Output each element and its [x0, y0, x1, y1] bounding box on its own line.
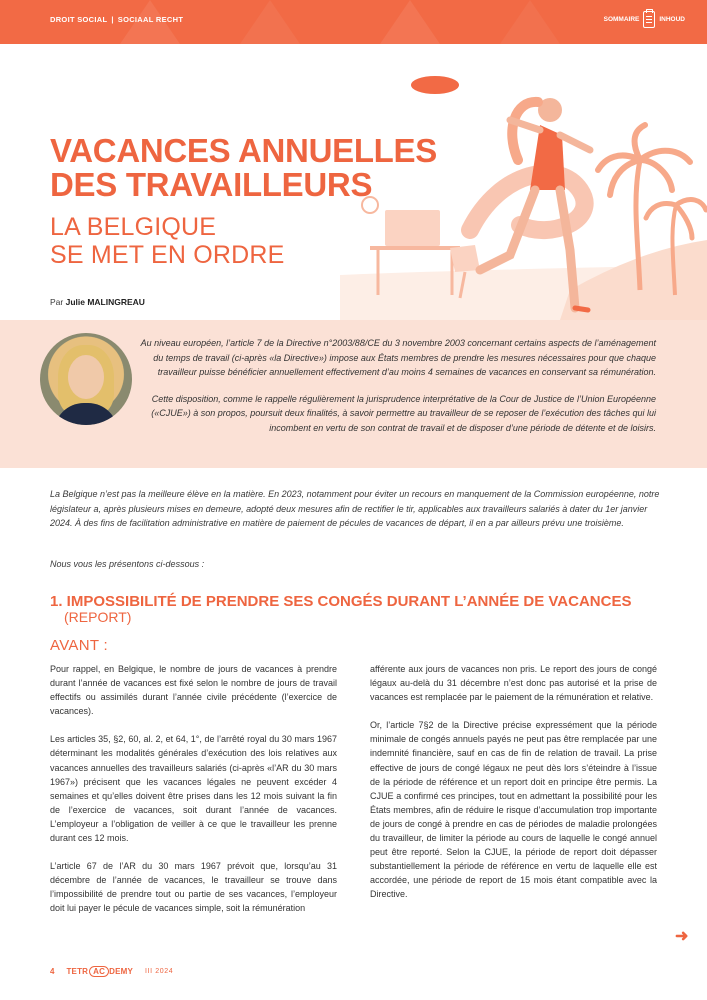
- body-paragraph: afférente aux jours de vacances non pris. Le report des jours de congé légaux au-delà du 31 décembre n’est donc pas autorisé et la prise de vacances est remplacée par le paiement de la rémunération et relative.: [370, 664, 657, 703]
- intro-paragraph: Au niveau européen, l’article 7 de la Directive n°2003/88/CE du 3 novembre 2003 concernant certains aspects de l’aménagement du temps de travail (ci-après «la Directive») impose aux États membres de prendre les mesures nécessaires pour que chaque travailleur puisse bénéficier annuellement effectivement d’au moins 4 semaines de vacances en conservant sa rémunération.: [140, 338, 656, 378]
- article-subtitle: [50, 213, 390, 269]
- issue-label: III 2024: [145, 968, 174, 975]
- section-label-fr: DROIT SOCIAL: [50, 15, 108, 24]
- section-label: [50, 15, 183, 24]
- header-bar: [0, 0, 707, 44]
- body-column-right: [370, 662, 657, 902]
- lead-paragraph: Nous vous les présentons ci-dessous :: [50, 559, 205, 569]
- toc-label-nl: INHOUD: [659, 16, 685, 23]
- body-paragraph: Pour rappel, en Belgique, le nombre de jours de vacances à prendre durant l’année de vacances est fixé selon le nombre de jours de travail effectifs ou assimilés durant l’année civile précédente (l’exercice de vacances).: [50, 664, 337, 717]
- section-heading: 1. IMPOSSIBILITÉ DE PRENDRE SES CONGÉS DURANT L’ANNÉE DE VACANCES: [50, 593, 632, 610]
- body-column-left: [50, 662, 337, 916]
- avatar-face: [68, 355, 104, 399]
- header-pattern: [240, 0, 300, 44]
- section-subheading: AVANT :: [50, 637, 108, 654]
- footer: [50, 966, 173, 977]
- article-title: [50, 134, 450, 202]
- byline-prefix: Par: [50, 297, 64, 307]
- brand-part: DEMY: [109, 967, 134, 976]
- body-paragraph: L’article 67 de l’AR du 30 mars 1967 prévoit que, lorsqu’au 31 décembre de l’année de vacances, le travailleur se trouve dans l’impossibilité de prendre tout ou partie de ses vacances, l’employeur doit lui payer le pécule de vacances simple, soit la rémunération: [50, 861, 337, 914]
- brand-part: TETR: [66, 967, 89, 976]
- author-avatar: [40, 333, 132, 425]
- title-line-1: VACANCES ANNUELLES: [50, 132, 437, 169]
- header-pattern: [380, 0, 440, 44]
- author-name: Julie MALINGREAU: [65, 297, 145, 307]
- subtitle-line-2: SE MET EN ORDRE: [50, 241, 285, 269]
- brand-part: AC: [89, 966, 109, 977]
- section-heading-sub: (REPORT): [64, 609, 132, 625]
- intro-paragraph: Cette disposition, comme le rappelle régulièrement la jurisprudence interprétative de la Cour de Justice de l’Union Européenne («CJUE») à son propos, poursuit deux finalités, à savoir permettre au travailleur de se reposer de l’exécution des tâches qui lui incombent en vertu de son contrat de travail et de disposer d’une période de détente et de loisirs.: [151, 393, 656, 433]
- arrow-right-icon[interactable]: ➜: [675, 928, 689, 945]
- intro-text: [140, 336, 656, 436]
- body-paragraph: Les articles 35, §2, 60, al. 2, et 64, 1°, de l’arrêté royal du 30 mars 1967 déterminant les modalités générales d’exécution des lois relatives aux vacances annuelles des travailleurs salariés (ci-après «l’AR du 30 mars 1967») précisent que les vacances légales ne peuvent excéder 4 semaines et qu’elles doivent être prises dans les 12 mois suivant la fin de l’exercice de vacances, soit durant l’année de vacances. L’employeur a l’obligation de veiller à ce que le travailleur les prenne durant ces 12 mois.: [50, 734, 337, 844]
- clipboard-icon: [643, 11, 655, 28]
- toc-label-fr: SOMMAIRE: [603, 16, 640, 23]
- header-pattern: [500, 0, 560, 44]
- brand-logo: [66, 966, 133, 977]
- lead-paragraph: La Belgique n’est pas la meilleure élève en la matière. En 2023, notamment pour éviter un recours en manquement de la Commission européenne, notre législateur a, après plusieurs mises en demeure, adopté deux mesures afin de rectifier le tir, applicables aux travailleurs salariés à dater du 1er janvier 2024. À des fins de facilitation administrative en matière de paiement de pécules de vacances de départ, il en a par ailleurs prévu une troisième.: [50, 489, 660, 529]
- title-line-2: DES TRAVAILLEURS: [50, 166, 373, 203]
- body-paragraph: Or, l’article 7§2 de la Directive précise expressément que la période minimale de congés annuels payés ne peut pas être remplacée par une indemnité financière, sauf en cas de fin de relation de travail. La prise effective de jours de congé légaux ne peut dès lors s’éteindre à l’issue de la période de référence et un report doit en principe être permis. La CJUE a confirmé ces principes, tout en admettant la possibilité pour les États membres, afin de réduire le risque d’accumulation trop importante de jours de congé à prendre en cas de périodes de maladie prolongées du travailleur, de limiter la période au cours de laquelle le congé annuel peut être reporté. Selon la CJUE, la période de report doit dépasser substantiellement la période de référence en vertu de laquelle elle est accordée, une période de report de 15 mois étant compatible avec la Directive.: [370, 720, 657, 900]
- subtitle-line-1: LA BELGIQUE: [50, 213, 217, 241]
- page-number: 4: [50, 967, 55, 976]
- section-label-nl: SOCIAAL RECHT: [117, 15, 184, 24]
- toc-link[interactable]: [604, 11, 685, 28]
- byline: [50, 297, 145, 307]
- section-separator: |: [111, 15, 114, 24]
